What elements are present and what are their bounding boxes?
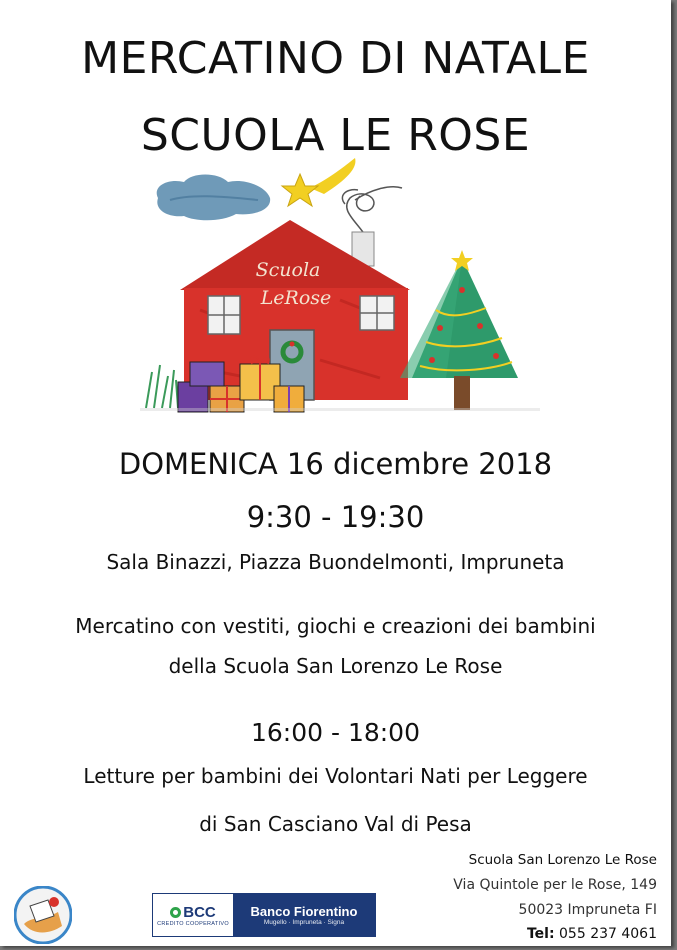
market-hours: 9:30 - 19:30 (246, 500, 425, 534)
school-city: 50023 Impruneta FI (518, 902, 657, 918)
bcc-mark-icon (170, 907, 181, 918)
christmas-tree-icon (400, 250, 518, 410)
bcc-logo (153, 894, 233, 936)
grass-icon (146, 365, 178, 408)
school-street: Via Quintole per le Rose, 149 (453, 877, 657, 893)
bcc-name: BCC (183, 903, 216, 921)
house-sign-line1: Scuola (255, 259, 321, 281)
bank-name: Banco Fiorentino (250, 904, 358, 919)
bcc-subtitle: CREDITO COOPERATIVO (157, 920, 229, 927)
bank-name-block (233, 894, 375, 936)
school-house-illustration (140, 150, 540, 420)
description-line1: Mercatino con vestiti, giochi e creazioni dei bambini (75, 614, 596, 638)
house-sign-line2: LeRose (260, 287, 332, 309)
bank-subtitle: Mugello · Impruneta · Signa (263, 919, 345, 926)
description-line2: della Scuola San Lorenzo Le Rose (168, 654, 503, 678)
star-icon (282, 158, 355, 206)
phone-label: Tel: (526, 926, 555, 942)
reading-line1: Letture per bambini dei Volontari Nati per Leggere (83, 764, 588, 788)
bank-logo-icon (152, 893, 376, 937)
school-name: Scuola San Lorenzo Le Rose (468, 852, 657, 868)
event-venue: Sala Binazzi, Piazza Buondelmonti, Impruneta (106, 550, 565, 574)
event-date: DOMENICA 16 dicembre 2018 (118, 447, 553, 481)
school-logo-icon (14, 886, 72, 944)
smoke-icon (342, 187, 402, 235)
poster-title-line1: MERCATINO DI NATALE (81, 33, 590, 84)
phone-number: 055 237 4061 (559, 926, 657, 942)
poster-title-line2: SCUOLA LE ROSE (140, 110, 531, 161)
cloud-icon (157, 175, 270, 221)
reading-hours: 16:00 - 18:00 (250, 718, 420, 747)
reading-line2: di San Casciano Val di Pesa (199, 812, 472, 836)
school-phone (527, 926, 657, 942)
